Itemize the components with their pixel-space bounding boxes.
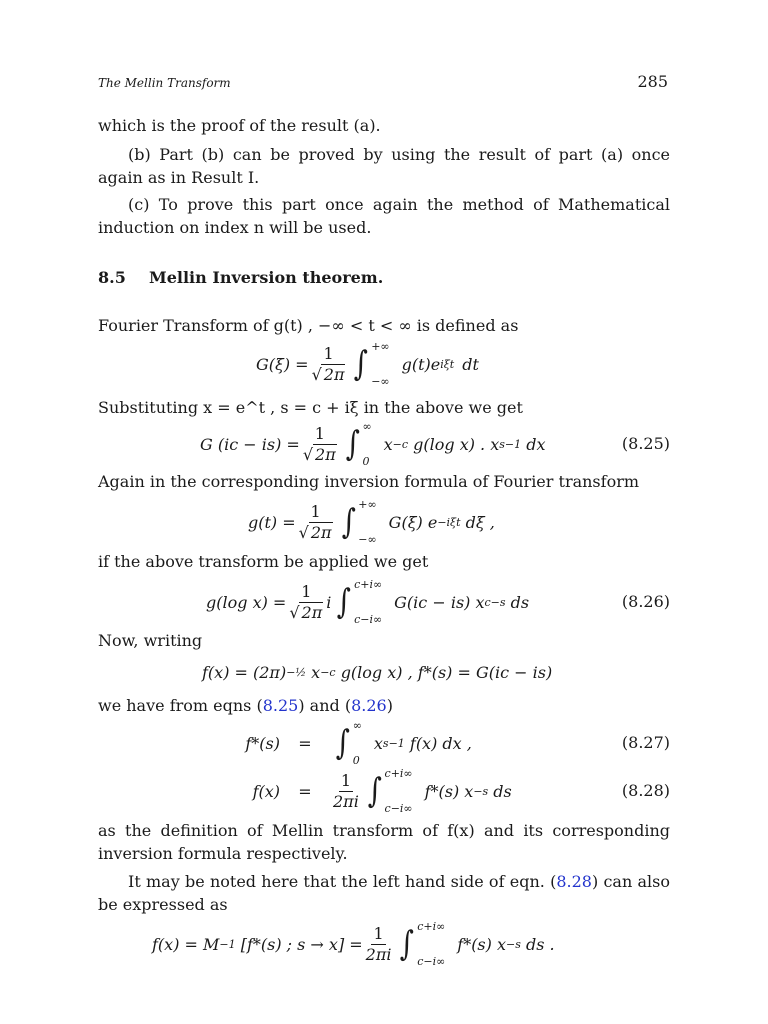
- equation-tag: (8.26): [621, 592, 670, 611]
- fraction: $\frac{1}{√ 2\pi}$: [302, 423, 336, 464]
- page-number: 285: [637, 72, 668, 91]
- integral: ∫ +∞ −∞: [354, 340, 390, 388]
- integral: ∫ c+i∞ c−i∞: [367, 767, 413, 815]
- equation-tag: (8.25): [621, 434, 670, 453]
- paragraph: Again in the corresponding inversion formula of Fourier transform: [98, 472, 640, 491]
- paragraph: we have from eqns (8.25) and (8.26): [98, 696, 393, 715]
- paragraph: Substituting x = e^t , s = c + iξ in the above we get: [98, 398, 523, 417]
- fraction: $\frac{1}{√ 2\pi}$: [289, 581, 323, 622]
- equation-link[interactable]: 8.28: [556, 872, 592, 891]
- running-head: The Mellin Transform: [98, 76, 231, 90]
- equation-8-25: G (ic − is) = $\frac{1}{√ 2\pi}$ ∫ ∞ 0 x −c g(log x) . x s−1 dx (8.25): [200, 420, 670, 468]
- paragraph: Now, writing: [98, 631, 203, 650]
- integral: ∫ +∞ −∞: [341, 498, 377, 546]
- equation-tag: (8.27): [621, 733, 670, 752]
- page: [98, 0, 670, 1024]
- equation-8-26: g(log x) = $\frac{1}{√ 2\pi}$ i ∫ c+i∞ c−i∞ G(ic − is) x c−s ds (8.26): [206, 578, 670, 626]
- paragraph: if the above transform be applied we get: [98, 552, 429, 571]
- paragraph: as the definition of Mellin transform of f(x) and its corresponding inversion formula respectively.: [98, 821, 670, 863]
- section-title: Mellin Inversion theorem.: [149, 268, 384, 287]
- equation-fourier-inversion: g(t) = $\frac{1}{√ 2\pi}$ ∫ +∞ −∞ G(ξ) e −iξt dξ ,: [248, 498, 495, 546]
- integral: ∫ c+i∞ c−i∞: [400, 920, 446, 968]
- section-heading: [98, 268, 383, 287]
- equation-link[interactable]: 8.26: [351, 696, 387, 715]
- eq-lhs: G(ξ) =: [256, 354, 309, 374]
- equation-link[interactable]: 8.25: [262, 696, 299, 715]
- fraction: $\frac{1}{2\pi i}$: [365, 923, 392, 964]
- equation-mellin-inverse: f(x) = M −1 [f*(s) ; s → x] = $\frac{1}{2\pi i}$ ∫ c+i∞ c−i∞ f*(s) x −s ds .: [152, 920, 555, 968]
- paragraph: Fourier Transform of g(t) , −∞ < t < ∞ is defined as: [98, 316, 519, 335]
- paragraph: which is the proof of the result (a).: [98, 116, 381, 135]
- fraction: $\frac{1}{√ 2\pi}$: [298, 501, 332, 542]
- paragraph: (b) Part (b) can be proved by using the result of part (a) once again as in Result I.: [98, 145, 670, 187]
- paragraph: (c) To prove this part once again the method of Mathematical induction on index n will be used.: [98, 195, 670, 237]
- paragraph: It may be noted here that the left hand side of eqn. (8.28) can also be expressed as: [98, 872, 670, 914]
- equation-8-27: f*(s) = ∫ ∞ 0 x s−1 f(x) dx , (8.27): [245, 719, 670, 767]
- equation-tag: (8.28): [621, 781, 670, 800]
- fraction: $\frac{1}{√ 2\pi}$: [311, 343, 345, 384]
- fraction: $\frac{1}{2\pi i}$: [333, 770, 359, 811]
- integral: ∫ ∞ 0: [335, 719, 362, 767]
- equation-definition: f(x) = (2π) −½ x −c g(log x) , f*(s) = G(ic − is): [202, 662, 553, 682]
- integral: ∫ c+i∞ c−i∞: [337, 578, 383, 626]
- equation-8-28: f(x) = $\frac{1}{2\pi i}$ ∫ c+i∞ c−i∞ f*(s) x −s ds (8.28): [252, 767, 670, 815]
- equation-fourier: G(ξ) = $\frac{1}{√ 2\pi}$ ∫ +∞ −∞ g(t)e iξt dt: [256, 340, 479, 388]
- section-number: 8.5: [98, 268, 126, 287]
- integral: ∫ ∞ 0: [345, 420, 372, 468]
